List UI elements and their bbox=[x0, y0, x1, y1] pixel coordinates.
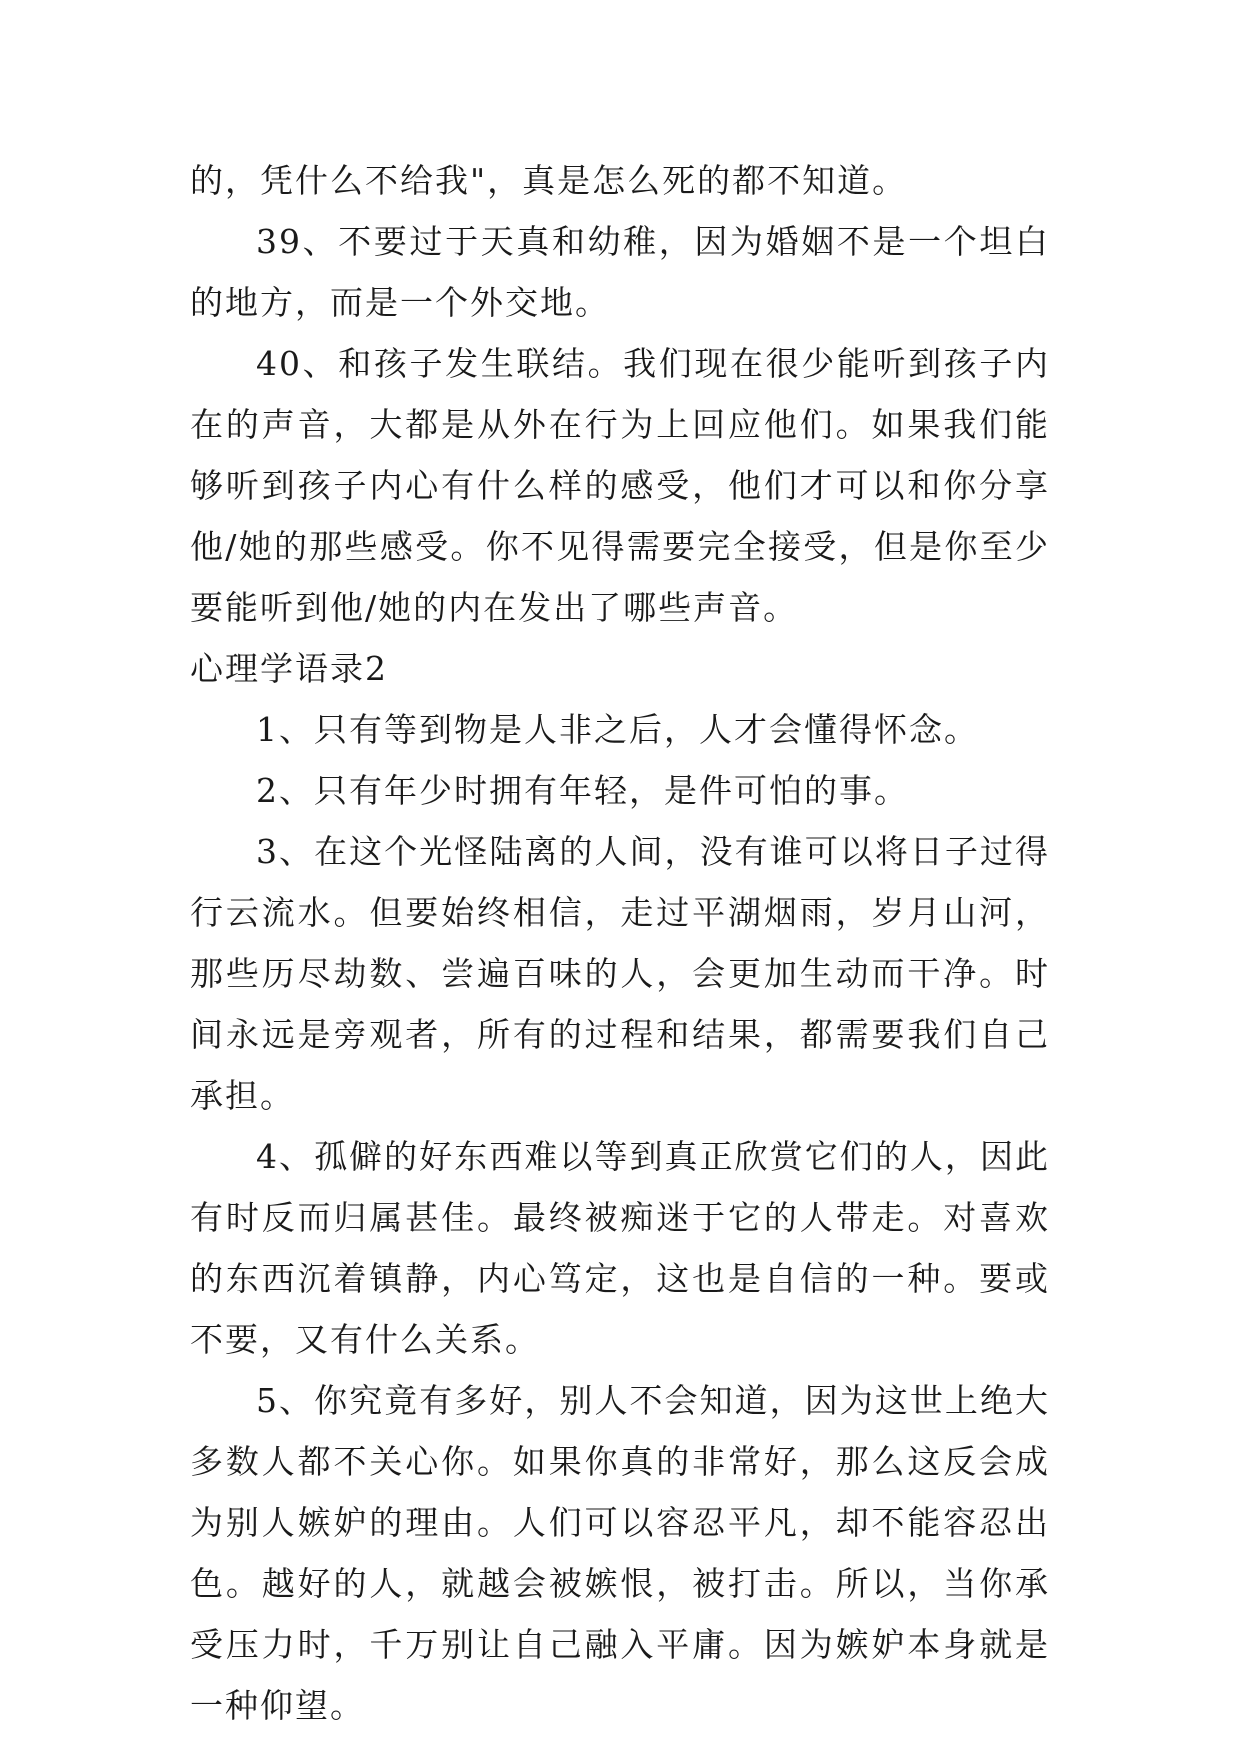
document-page bbox=[190, 150, 1050, 1736]
paragraph-continuation: 的，凭什么不给我"，真是怎么死的都不知道。 bbox=[190, 161, 908, 200]
section-heading: 心理学语录2 bbox=[190, 649, 388, 688]
paragraph-quote-1: 1、只有等到物是人非之后，人才会懂得怀念。 bbox=[256, 710, 979, 749]
paragraph-quote-2: 2、只有年少时拥有年轻，是件可怕的事。 bbox=[256, 771, 909, 810]
paragraph-quote-3: 3、在这个光怪陆离的人间，没有谁可以将日子过得行云流水。但要始终相信，走过平湖烟雨，岁月山河，那些历尽劫数、尝遍百味的人，会更加生动而干净。时间永远是旁观者，所有的过程和结果，都需要我们自己承担。 bbox=[190, 832, 1050, 1115]
paragraph-quote-4: 4、孤僻的好东西难以等到真正欣赏它们的人，因此有时反而归属甚佳。最终被痴迷于它的人带走。对喜欢的东西沉着镇静，内心笃定，这也是自信的一种。要或不要，又有什么关系。 bbox=[190, 1137, 1050, 1359]
paragraph-39: 39、不要过于天真和幼稚，因为婚姻不是一个坦白的地方，而是一个外交地。 bbox=[190, 222, 1050, 322]
paragraph-quote-5: 5、你究竟有多好，别人不会知道，因为这世上绝大多数人都不关心你。如果你真的非常好，那么这反会成为别人嫉妒的理由。人们可以容忍平凡，却不能容忍出色。越好的人，就越会被嫉恨，被打击。所以，当你承受压力时，千万别让自己融入平庸。因为嫉妒本身就是一种仰望。 bbox=[190, 1381, 1050, 1725]
paragraph-40: 40、和孩子发生联结。我们现在很少能听到孩子内在的声音，大都是从外在行为上回应他们。如果我们能够听到孩子内心有什么样的感受，他们才可以和你分享他/她的那些感受。你不见得需要完全接受，但是你至少要能听到他/她的内在发出了哪些声音。 bbox=[190, 344, 1050, 627]
